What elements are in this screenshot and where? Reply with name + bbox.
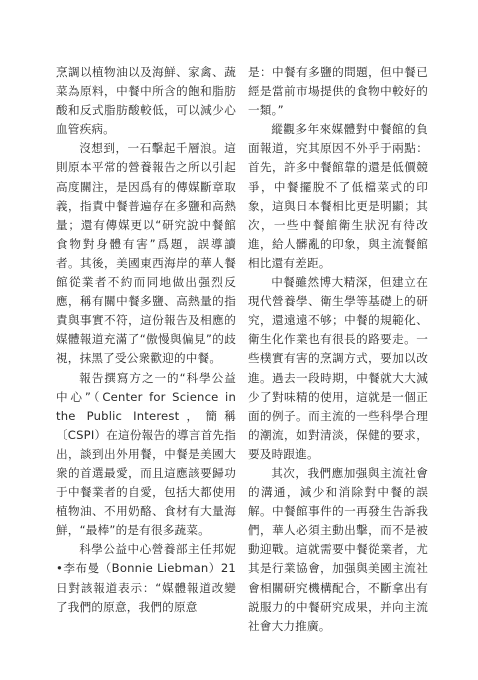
left-paragraph-1: 烹調以植物油以及海鮮、家禽、蔬菜為原料，中餐中所含的飽和脂肪酸和反式脂肪酸較低，可以減少心血管疾病。: [56, 65, 236, 137]
right-text-column: [248, 63, 428, 636]
right-paragraph-1: 是：中餐有多鹽的問題，但中餐已經是當前市場提供的食物中較好的一類。”: [248, 65, 428, 118]
right-paragraph-2: 縱觀多年來媒體對中餐館的負面報道，究其原因不外乎于兩點：首先，許多中餐館靠的還是低價競爭，中餐擺脫不了低檔菜式的印象，這與日本餐相比更是明顯；其次，一些中餐館衛生狀況有待改進，給人髒亂的印象，與主流餐館相比還有差距。: [248, 122, 428, 270]
left-paragraph-2: 沒想到，一石擊起千層浪。這則原本平常的營養報告之所以引起高度關注，是因爲有的傳媒斷章取義，指責中餐普遍存在多鹽和高熱量；還有傳媒更以“研究說中餐館食物對身體有害”爲題，誤導讀者。其後，美國東西海岸的華人餐館從業者不約而同地做出强烈反應，稱有關中餐多鹽、高熱量的指責與事實不符，這份報告及相應的媒體報道充滿了“傲慢與偏見”的歧視，抹黑了受公衆歡迎的中餐。: [56, 141, 236, 366]
left-text-column: [56, 63, 236, 617]
left-paragraph-3: 報告撰寫方之一的“科學公益中心”（Center for Science in the Public Interest，簡稱〔CSPI）在這份報告的導言首先指出，談到出外用餐，中餐是美國大衆的首選最愛，而且這應該要歸功于中餐業者的自愛，包括大都使用植物油、不用奶酪、食材有大量海鮮，“最棒”的是有很多蔬菜。: [56, 370, 236, 538]
right-paragraph-3: 中餐雖然博大精深，但建立在現代營養學、衛生學等基礎上的研究，還遠遠不够；中餐的規範化、衛生化作業也有很長的路要走。一些樸實有害的烹調方式，要加以改進。過去一段時期，中餐就大大減少了對味精的使用，這就是一個正面的例子。而主流的一些科學合理的潮流，如對清淡，保健的要求，要及時跟進。: [248, 275, 428, 461]
left-paragraph-4: 科學公益中心營養部主任邦妮•李布曼（Bonnie Liebman）21日對該報道表示：“媒體報道改變了我們的原意，我們的原意: [56, 542, 236, 614]
right-paragraph-4: 其次，我們應加强與主流社會的溝通，減少和消除對中餐的誤解。中餐館事件的一再發生告訴我們，華人必須主動出擊，而不是被動迎戰。這就需要中餐從業者，尤其是行業協會，加强與美國主流社會相關研究機構配合，不斷拿出有説服力的中餐研究成果，并向主流社會大力推廣。: [248, 465, 428, 633]
